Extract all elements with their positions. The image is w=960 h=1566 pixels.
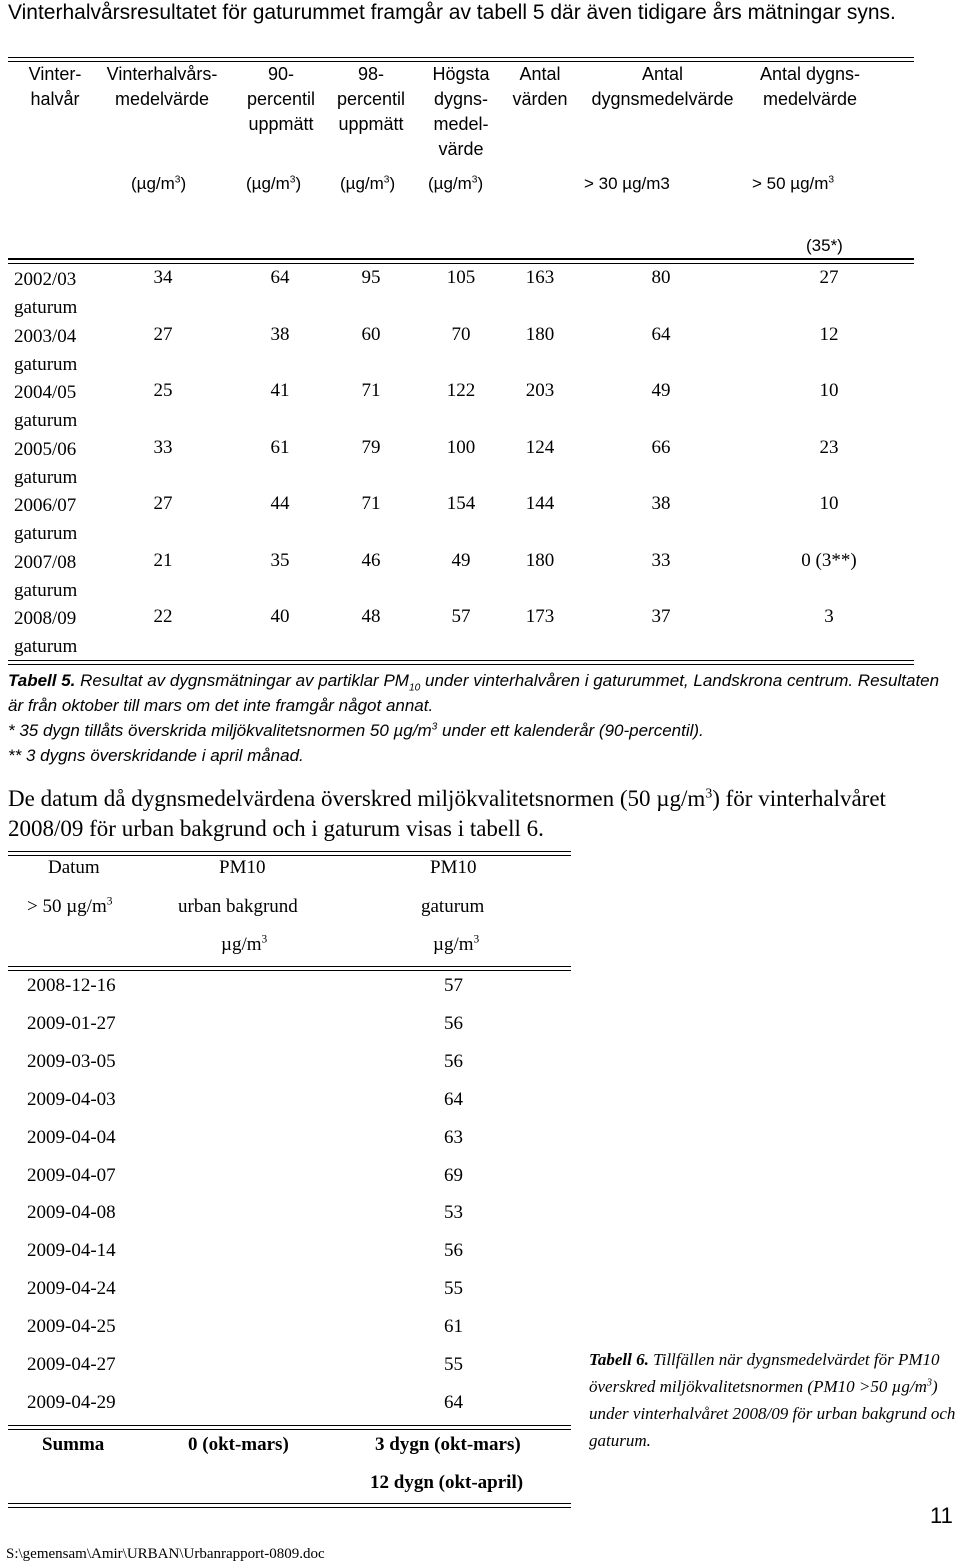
t5-header-antal-dygn-50: Antal dygns- medelvärde [759, 64, 861, 109]
table-cell: 100 [446, 436, 476, 458]
table6-row-date: 2009-04-14 [27, 1240, 116, 1262]
t6-sum-label: Summa [42, 1434, 105, 1455]
intro-paragraph: Vinterhalvårsresultatet för gaturummet framgår av tabell 5 där även tidigare års mätningar syns. [8, 1, 896, 24]
table-row-year [14, 379, 77, 435]
table6-header-rule [8, 966, 571, 971]
table-cell: 21 [153, 549, 173, 571]
t5-header-98-percentil: 98- percentil uppmätt [336, 64, 406, 134]
table-cell: 66 [651, 436, 671, 458]
row-site: gaturum [14, 297, 78, 318]
t5-unit-gt50: > 50 $\mu g/m^3$ [752, 174, 835, 193]
table-cell: 61 [270, 436, 290, 458]
table6-row-value: 63 [444, 1126, 463, 1148]
row-year: 2008/09 [14, 608, 77, 629]
table-cell: 25 [153, 380, 173, 401]
table-cell: 80 [651, 267, 671, 288]
table6-row-date: 2009-04-24 [27, 1278, 116, 1300]
table-row-year [14, 266, 77, 322]
table-cell: 71 [361, 493, 381, 514]
table-cell: 71 [361, 380, 381, 401]
table6-top-rule [8, 851, 571, 856]
table-cell: 27 [153, 493, 173, 514]
table-row-year [14, 323, 77, 379]
table-cell: 203 [525, 380, 555, 401]
t6-header-pm10-urban: PM10 [219, 857, 266, 878]
t6-header-pm10-gaturum: PM10 [430, 857, 477, 878]
table6-row-value: 61 [444, 1316, 463, 1338]
table-cell: 27 [153, 323, 173, 345]
table6-row-date: 2009-04-27 [27, 1354, 116, 1375]
t5-unit-gt30: > 30 µg/m3 [584, 174, 670, 193]
t5-unit-col4: $(\mu g/m^3)$ [340, 174, 396, 193]
table-cell: 64 [270, 267, 290, 288]
t5-header-medelvarde: Vinterhalvårs- medelvärde [106, 64, 218, 109]
table-cell: 173 [525, 606, 555, 627]
table6-row-date: 2009-01-27 [27, 1012, 116, 1034]
t5-header-antal-varden: Antal värden [512, 64, 568, 109]
table-cell: 49 [651, 380, 671, 401]
table-cell: 64 [651, 323, 671, 345]
table-cell: 12 [819, 323, 839, 345]
row-site: gaturum [14, 353, 78, 375]
table-cell: 122 [446, 380, 476, 401]
table-cell: 57 [451, 606, 471, 627]
t5-header-hogsta: Högsta dygns- medel- värde [432, 64, 490, 159]
t5-unit-col2: $(\mu g/m^3)$ [131, 174, 187, 193]
table6-row-value: 53 [444, 1202, 463, 1224]
table-cell: 49 [451, 549, 471, 571]
table-cell: 34 [153, 267, 173, 288]
t6-header-gt50: > 50 $\mu g/m^3$ [27, 895, 113, 917]
row-year: 2002/03 [14, 269, 77, 290]
table6-row-date: 2009-04-08 [27, 1202, 116, 1224]
table-cell: 105 [446, 267, 476, 288]
table6-row-value: 64 [444, 1088, 463, 1110]
table-cell: 35 [270, 549, 290, 571]
table-cell: 0 (3**) [801, 549, 857, 571]
table-cell: 60 [361, 323, 381, 345]
table-cell: 70 [451, 323, 471, 345]
row-year: 2005/06 [14, 438, 77, 460]
table-cell: 95 [361, 267, 381, 288]
table-cell: 41 [270, 380, 290, 401]
table-cell: 3 [824, 606, 834, 627]
table-cell: 22 [153, 606, 173, 627]
table-cell: 44 [270, 493, 290, 514]
table6-row-date: 2009-04-29 [27, 1391, 116, 1413]
table6-row-value: 55 [444, 1278, 463, 1300]
table6-intro-paragraph: De datum då dygnsmedelvärdena överskred miljökvalitetsnormen (50 $\mu g/m^3$) för vinterhalvåret 2008/09 för urban bakgrund och i gaturum visas i tabell 6. [8, 785, 886, 841]
table-cell: 37 [651, 606, 671, 627]
table6-row-value: 56 [444, 1050, 463, 1072]
table6-row-date: 2009-04-07 [27, 1164, 116, 1186]
row-site: gaturum [14, 523, 78, 544]
table-cell: 33 [651, 549, 671, 571]
table6-row-date: 2009-04-04 [27, 1126, 116, 1148]
table6-row-value: 56 [444, 1240, 463, 1262]
table-row-year [14, 492, 77, 548]
row-site: gaturum [14, 636, 78, 657]
t5-note-35: (35*) [806, 236, 843, 255]
table6-bottom-rule [8, 1503, 571, 1508]
t5-unit-col5: $(\mu g/m^3)$ [428, 174, 484, 193]
table-cell: 48 [361, 606, 381, 627]
table5-header-rule [8, 258, 914, 264]
table-cell: 163 [525, 267, 555, 288]
table-cell: 38 [270, 323, 290, 345]
row-year: 2006/07 [14, 495, 77, 516]
table-cell: 40 [270, 606, 290, 627]
table-cell: 46 [361, 549, 381, 571]
table6-row-value: 64 [444, 1391, 463, 1413]
t6-header-gaturum: gaturum [421, 896, 485, 917]
table6-row-date: 2009-04-03 [27, 1088, 116, 1110]
table-cell: 10 [819, 493, 839, 514]
t5-header-vinterhalvar: Vinter- halvår [28, 64, 82, 109]
table-cell: 10 [819, 380, 839, 401]
row-year: 2004/05 [14, 382, 77, 403]
row-site: gaturum [14, 466, 78, 488]
table6-row-value: 57 [444, 975, 463, 996]
t6-header-gaturum-unit: $\mu g/m^3$ [433, 933, 480, 955]
row-year: 2003/04 [14, 325, 77, 347]
page-number: 11 [930, 1503, 953, 1528]
t6-header-datum: Datum [48, 857, 100, 878]
t5-unit-col3: $(\mu g/m^3)$ [246, 174, 302, 193]
table6-row-date: 2009-04-25 [27, 1316, 116, 1338]
table-cell: 180 [525, 323, 555, 345]
table5-caption: Tabell 5. Resultat av dygnsmätningar av partiklar $PM_{10}$ under vinterhalvåren i gaturummet, Landskrona centrum. Resultaten är från oktober till mars om det inte framgår något annat. * 35 dygn tillåts överskrida miljökvalitetsnormen 50 $\mu g/m^3$ under ett kalenderår (90-percentil). ** 3 dygns överskridande i april månad. [8, 671, 940, 765]
table-row-year [14, 436, 77, 492]
t6-sum-gaturum-oktapril: 12 dygn (okt-april) [370, 1472, 524, 1493]
t6-header-urban-unit: $\mu g/m^3$ [221, 933, 268, 955]
t6-header-urban-bakgrund: urban bakgrund [178, 896, 298, 917]
table-cell: 27 [819, 267, 839, 288]
table-row-year [14, 549, 77, 605]
table-cell: 154 [446, 493, 476, 514]
table-cell: 180 [525, 549, 555, 571]
t6-sum-urban: 0 (okt-mars) [188, 1434, 289, 1455]
table6-row-date: 2008-12-16 [27, 975, 116, 996]
t5-header-90-percentil: 90- percentil uppmätt [246, 64, 316, 134]
table-cell: 33 [153, 436, 173, 458]
table-cell: 23 [819, 436, 839, 458]
footer-file-path: S:\gemensam\Amir\URBAN\Urbanrapport-0809.doc [6, 1546, 325, 1562]
table6-caption: Tabell 6. Tillfällen när dygnsmedelvärdet för PM10 överskred miljökvalitetsnormen (PM10 >50 $\mu g/m^3$) under vinterhalvåret 2008/09 för urban bakgrund och gaturum. [589, 1350, 956, 1450]
table6-row-date: 2009-03-05 [27, 1050, 116, 1072]
row-site: gaturum [14, 410, 78, 431]
row-site: gaturum [14, 579, 78, 601]
t6-sum-gaturum-oktmars: 3 dygn (okt-mars) [375, 1434, 521, 1455]
t5-header-antal-dygn-30: Antal dygnsmedelvärde [591, 64, 734, 109]
table-row-year [14, 605, 77, 661]
table6-row-value: 56 [444, 1012, 463, 1034]
row-year: 2007/08 [14, 551, 77, 573]
table-cell: 144 [525, 493, 555, 514]
table5-bottom-rule [8, 660, 914, 665]
table6-row-value: 55 [444, 1354, 463, 1375]
table-cell: 79 [361, 436, 381, 458]
table6-row-value: 69 [444, 1164, 463, 1186]
table6-sum-rule [8, 1425, 571, 1430]
table-cell: 38 [651, 493, 671, 514]
table-cell: 124 [525, 436, 555, 458]
